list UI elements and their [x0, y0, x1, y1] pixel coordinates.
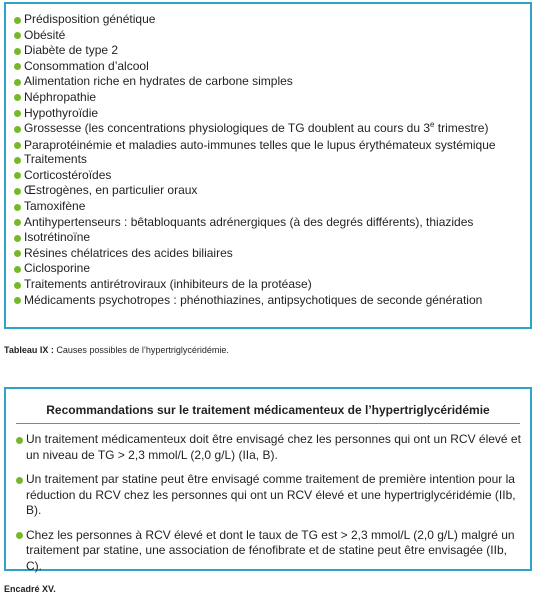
list-item: Néphropathie	[14, 90, 526, 106]
bullet-icon	[14, 48, 21, 55]
bullet-icon	[14, 126, 21, 133]
causes-list	[14, 12, 526, 308]
bullet-icon	[14, 79, 21, 86]
list-item: Hypothyroïdie	[14, 106, 526, 122]
list-item: Prédisposition génétique	[14, 12, 526, 28]
list-item: Un traitement médicamenteux doit être envisagé chez les personnes qui ont un RCV élevé et un niveau de TG > 2,3 mmol/L (2,0 g/L) (IIa, B).	[16, 432, 522, 463]
causes-table-box	[4, 2, 532, 329]
table-caption-text: Causes possibles de l’hypertriglycéridémie.	[53, 345, 229, 355]
list-item: Ciclosporine	[14, 261, 526, 277]
list-item: Œstrogènes, en particulier oraux	[14, 183, 526, 199]
bullet-icon	[16, 532, 23, 539]
bullet-icon	[14, 235, 21, 242]
list-item: Consommation d’alcool	[14, 59, 526, 75]
list-item: Médicaments psychotropes : phénothiazines, antipsychotiques de seconde génération	[14, 293, 526, 309]
bullet-icon	[16, 437, 23, 444]
recommendations-box	[4, 387, 532, 571]
list-item: Tamoxifène	[14, 199, 526, 215]
list-item: Alimentation riche en hydrates de carbone simples	[14, 74, 526, 90]
bullet-icon	[16, 477, 23, 484]
title-divider	[16, 423, 520, 424]
list-item: Résines chélatrices des acides biliaires	[14, 246, 526, 262]
bullet-icon	[14, 204, 21, 211]
bullet-icon	[14, 63, 21, 70]
list-item: Traitements	[14, 152, 526, 168]
bullet-icon	[14, 94, 21, 101]
list-item: Isotrétinoïne	[14, 230, 526, 246]
table-caption-label: Tableau IX :	[4, 345, 54, 355]
bullet-icon	[14, 157, 21, 164]
box-caption: Encadré XV.	[4, 584, 56, 594]
bullet-icon	[14, 110, 21, 117]
recommendations-list	[16, 432, 522, 583]
bullet-icon	[14, 32, 21, 39]
list-item-pregnancy: Grossesse (les concentrations physiologiques de TG doublent au cours du 3e trimestre)	[14, 121, 526, 137]
table-caption	[4, 345, 229, 356]
list-item: Paraprotéinémie et maladies auto-immunes telles que le lupus érythémateux systémique	[14, 137, 526, 153]
bullet-icon	[14, 250, 21, 257]
bullet-icon	[14, 188, 21, 195]
list-item: Antihypertenseurs : bêtabloquants adrénergiques (à des degrés différents), thiazides	[14, 215, 526, 231]
bullet-icon	[14, 297, 21, 304]
list-item: Un traitement par statine peut être envisagé comme traitement de première intention pour la réduction du RCV chez les personnes qui ont un RCV élevé et une hypertriglycéridémie (IIb, B).	[16, 472, 522, 519]
bullet-icon	[14, 172, 21, 179]
bullet-icon	[14, 282, 21, 289]
bullet-icon	[14, 142, 21, 149]
bullet-icon	[14, 219, 21, 226]
list-item: Corticostéroïdes	[14, 168, 526, 184]
list-item: Chez les personnes à RCV élevé et dont le taux de TG est > 2,3 mmol/L (2,0 g/L) malgré un traitement par statine, une association de fénofibrate et de statine peut être envisagée (IIb, C).	[16, 528, 522, 575]
list-item: Obésité	[14, 28, 526, 44]
recommendations-title: Recommandations sur le traitement médicamenteux de l’hypertriglycéridémie	[46, 403, 490, 417]
list-item: Diabète de type 2	[14, 43, 526, 59]
list-item: Traitements antirétroviraux (inhibiteurs de la protéase)	[14, 277, 526, 293]
bullet-icon	[14, 266, 21, 273]
bullet-icon	[14, 17, 21, 24]
